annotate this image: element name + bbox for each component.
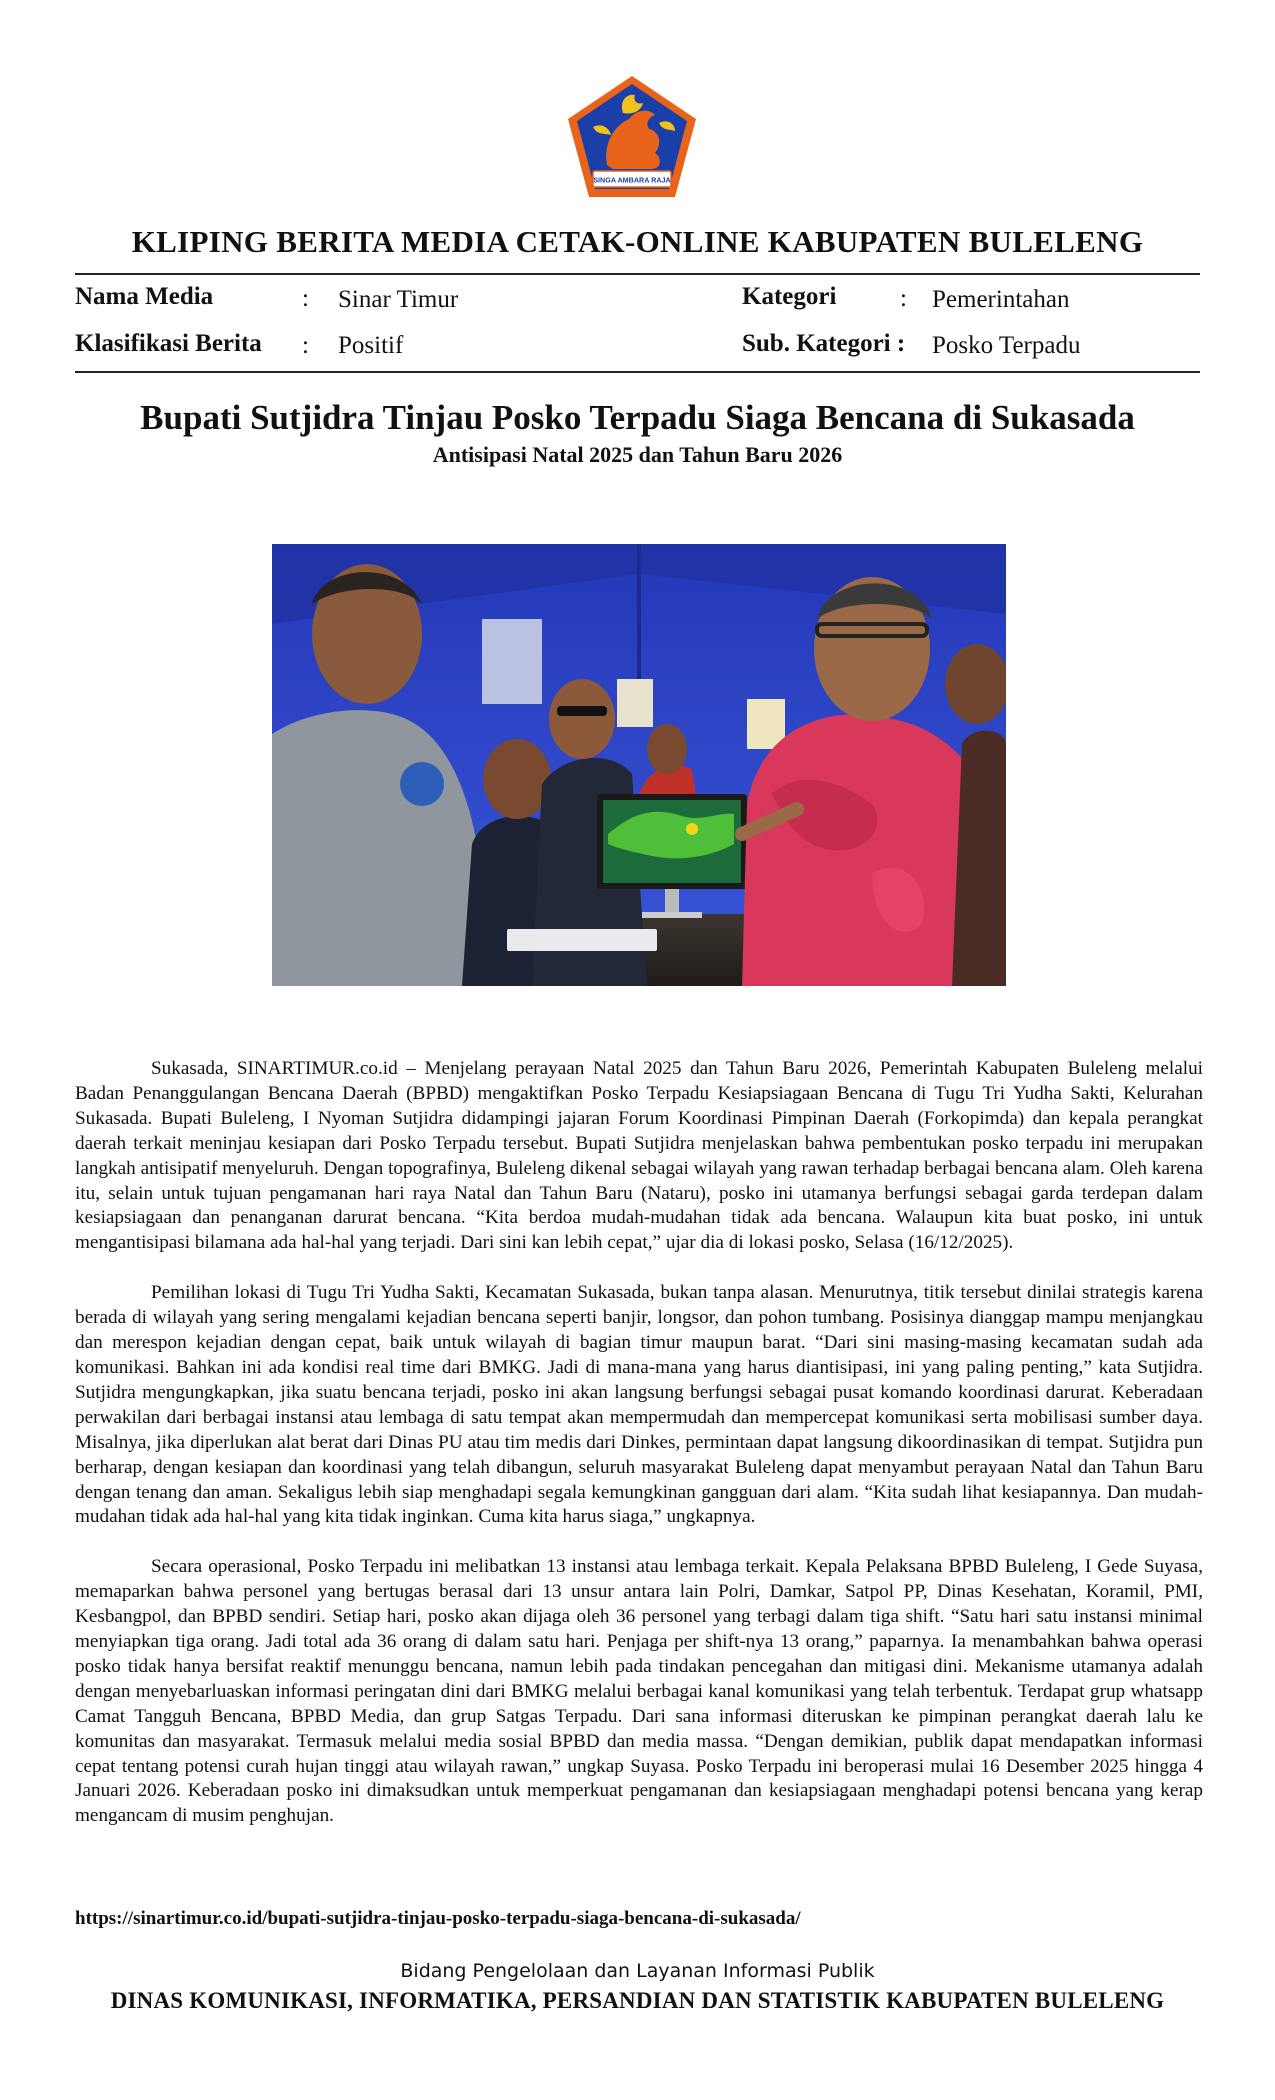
kategori-value: Pemerintahan xyxy=(932,286,1070,313)
article-paragraph: Sukasada, SINARTIMUR.co.id – Menjelang perayaan Natal 2025 dan Tahun Baru 2026, Pemerintah Kabupaten Buleleng melalui Badan Penanggulangan Bencana Daerah (BPBD) mengaktifkan Posko Terpadu Kesiapsiagaan Bencana di Tugu Tri Yudha Sakti, Kelurahan Sukasada. Bupati Buleleng, I Nyoman Sutjidra didampingi jajaran Forum Koordinasi Pimpinan Daerah (Forkopimda) dan kepala perangkat daerah terkait meninjau kesiapan dari Posko Terpadu tersebut. Bupati Sutjidra menjelaskan bahwa pembentukan posko terpadu ini merupakan langkah antisipatif menyeluruh. Dengan topografinya, Buleleng dikenal sebagai wilayah yang rawan terhadap berbagai bencana alam. Oleh karena itu, selain untuk tujuan pengamanan hari raya Natal dan Tahun Baru (Nataru), posko ini utamanya berfungsi sebagai garda terdepan dalam kesiapsiagaan dan penanganan darurat bencana. “Kita berdoa mudah-mudahan tidak ada bencana. Walaupun kita buat posko, ini untuk mengantisipasi bilamana ada hal-hal yang terjadi. Dari sini kan lebih cepat,” ujar dia di lokasi posko, Selasa (16/12/2025). xyxy=(75,1058,1203,1254)
article-subheadline: Antisipasi Natal 2025 dan Tahun Baru 2026 xyxy=(432,442,843,467)
sub-kategori-label: Sub. Kategori : xyxy=(742,330,906,357)
footer-agency: DINAS KOMUNIKASI, INFORMATIKA, PERSANDIAN DAN STATISTIK KABUPATEN BULELENG xyxy=(110,1988,1165,2013)
footer-division: Bidang Pengelolaan dan Layanan Informasi Publik xyxy=(400,1960,875,1982)
article-body xyxy=(75,1057,1203,1854)
logo-motto: SINGA AMBARA RAJA xyxy=(593,175,671,185)
klasifikasi-value: Positif xyxy=(338,332,404,359)
source-link[interactable]: https://sinartimur.co.id/bupati-sutjidra-tinjau-posko-terpadu-siaga-bencana-di-sukasada/ xyxy=(75,1908,801,1929)
kategori-colon: : xyxy=(900,285,907,312)
nama-media-label: Nama Media xyxy=(75,283,214,310)
page-title: KLIPING BERITA MEDIA CETAK-ONLINE KABUPATEN BULELENG xyxy=(131,224,1144,259)
nama-media-colon: : xyxy=(302,285,309,312)
klasifikasi-label: Klasifikasi Berita xyxy=(75,330,262,357)
nama-media-value: Sinar Timur xyxy=(338,286,459,313)
buleleng-logo xyxy=(563,73,701,201)
article-paragraph: Pemilihan lokasi di Tugu Tri Yudha Sakti, Kecamatan Sukasada, bukan tanpa alasan. Menurutnya, titik tersebut dinilai strategis karena berada di wilayah yang sering mengalami kejadian bencana seperti banjir, longsor, dan pohon tumbang. Posisinya dianggap mampu menjangkau dan merespon kejadian dengan cepat, baik untuk wilayah di bagian timur maupun barat. “Dari sini masing-masing kecamatan sudah ada komunikasi. Bahkan ini ada kondisi real time dari BMKG. Jadi di mana-mana yang harus diantisipasi, ini yang paling penting,” kata Sutjidra. Sutjidra mengungkapkan, jika suatu bencana terjadi, posko ini akan langsung berfungsi sebagai pusat komando koordinasi darurat. Keberadaan perwakilan dari berbagai instansi atau lembaga di satu tempat akan mempermudah dan mempercepat komunikasi serta mobilisasi sumber daya. Misalnya, jika diperlukan alat berat dari Dinas PU atau tim medis dari Dinkes, permintaan dapat langsung dikoordinasikan di tempat. Sutjidra pun berharap, dengan kesiapan dan koordinasi yang telah dibangun, seluruh masyarakat Buleleng dapat menyambut perayaan Natal dan Tahun Baru dengan tenang dan aman. Sekaligus lebih siap menghadapi segala kemungkinan gangguan dari alam. “Kita sudah lihat kesiapannya. Dan mudah-mudahan tidak ada hal-hal yang kita tidak inginkan. Cuma kita harus siaga,” ungkapnya. xyxy=(75,1282,1203,1528)
article-headline: Bupati Sutjidra Tinjau Posko Terpadu Siaga Bencana di Sukasada xyxy=(140,398,1135,437)
kategori-label: Kategori xyxy=(742,283,837,310)
sub-kategori-value: Posko Terpadu xyxy=(932,332,1081,359)
klasifikasi-colon: : xyxy=(302,332,309,359)
article-paragraph: Secara operasional, Posko Terpadu ini melibatkan 13 instansi atau lembaga terkait. Kepala Pelaksana BPBD Buleleng, I Gede Suyasa, memaparkan bahwa personel yang bertugas berasal dari 13 unsur antara lain Polri, Damkar, Satpol PP, Dinas Kesehatan, Koramil, PMI, Kesbangpol, dan BPBD sendiri. Setiap hari, posko akan dijaga oleh 36 personel yang terbagi dalam tiga shift. “Satu hari satu instansi minimal menyiapkan tiga orang. Jadi total ada 36 orang di dalam satu hari. Penjaga per shift-nya 13 orang,” paparnya. Ia menambahkan bahwa operasi posko tidak hanya bersifat reaktif menunggu bencana, namun lebih pada tindakan pencegahan dan mitigasi dini. Mekanisme utamanya adalah dengan menyebarluaskan informasi peringatan dini dari BMKG melalui berbagai kanal komunikasi yang telah terbentuk. Terdapat grup whatsapp Camat Tangguh Bencana, BPBD Media, dan grup Satgas Terpadu. Dari sana informasi diteruskan ke pimpinan perangkat daerah lalu ke komunitas dan masyarakat. Termasuk melalui media sosial BPBD dan media massa. “Dengan demikian, publik dapat mendapatkan informasi cepat tentang potensi curah hujan tinggi atau wilayah rawan,” ungkap Suyasa. Posko Terpadu ini beroperasi mulai 16 Desember 2025 hingga 4 Januari 2026. Keberadaan posko ini dimaksudkan untuk memperkuat pengamanan dan kesiapsiagaan menghadapi potensi bencana yang kerap mengancam di musim penghujan. xyxy=(75,1556,1203,1827)
article-photo xyxy=(272,544,1006,986)
crest-icon xyxy=(563,73,701,201)
divider-top xyxy=(75,273,1200,275)
divider-bottom xyxy=(75,371,1200,373)
